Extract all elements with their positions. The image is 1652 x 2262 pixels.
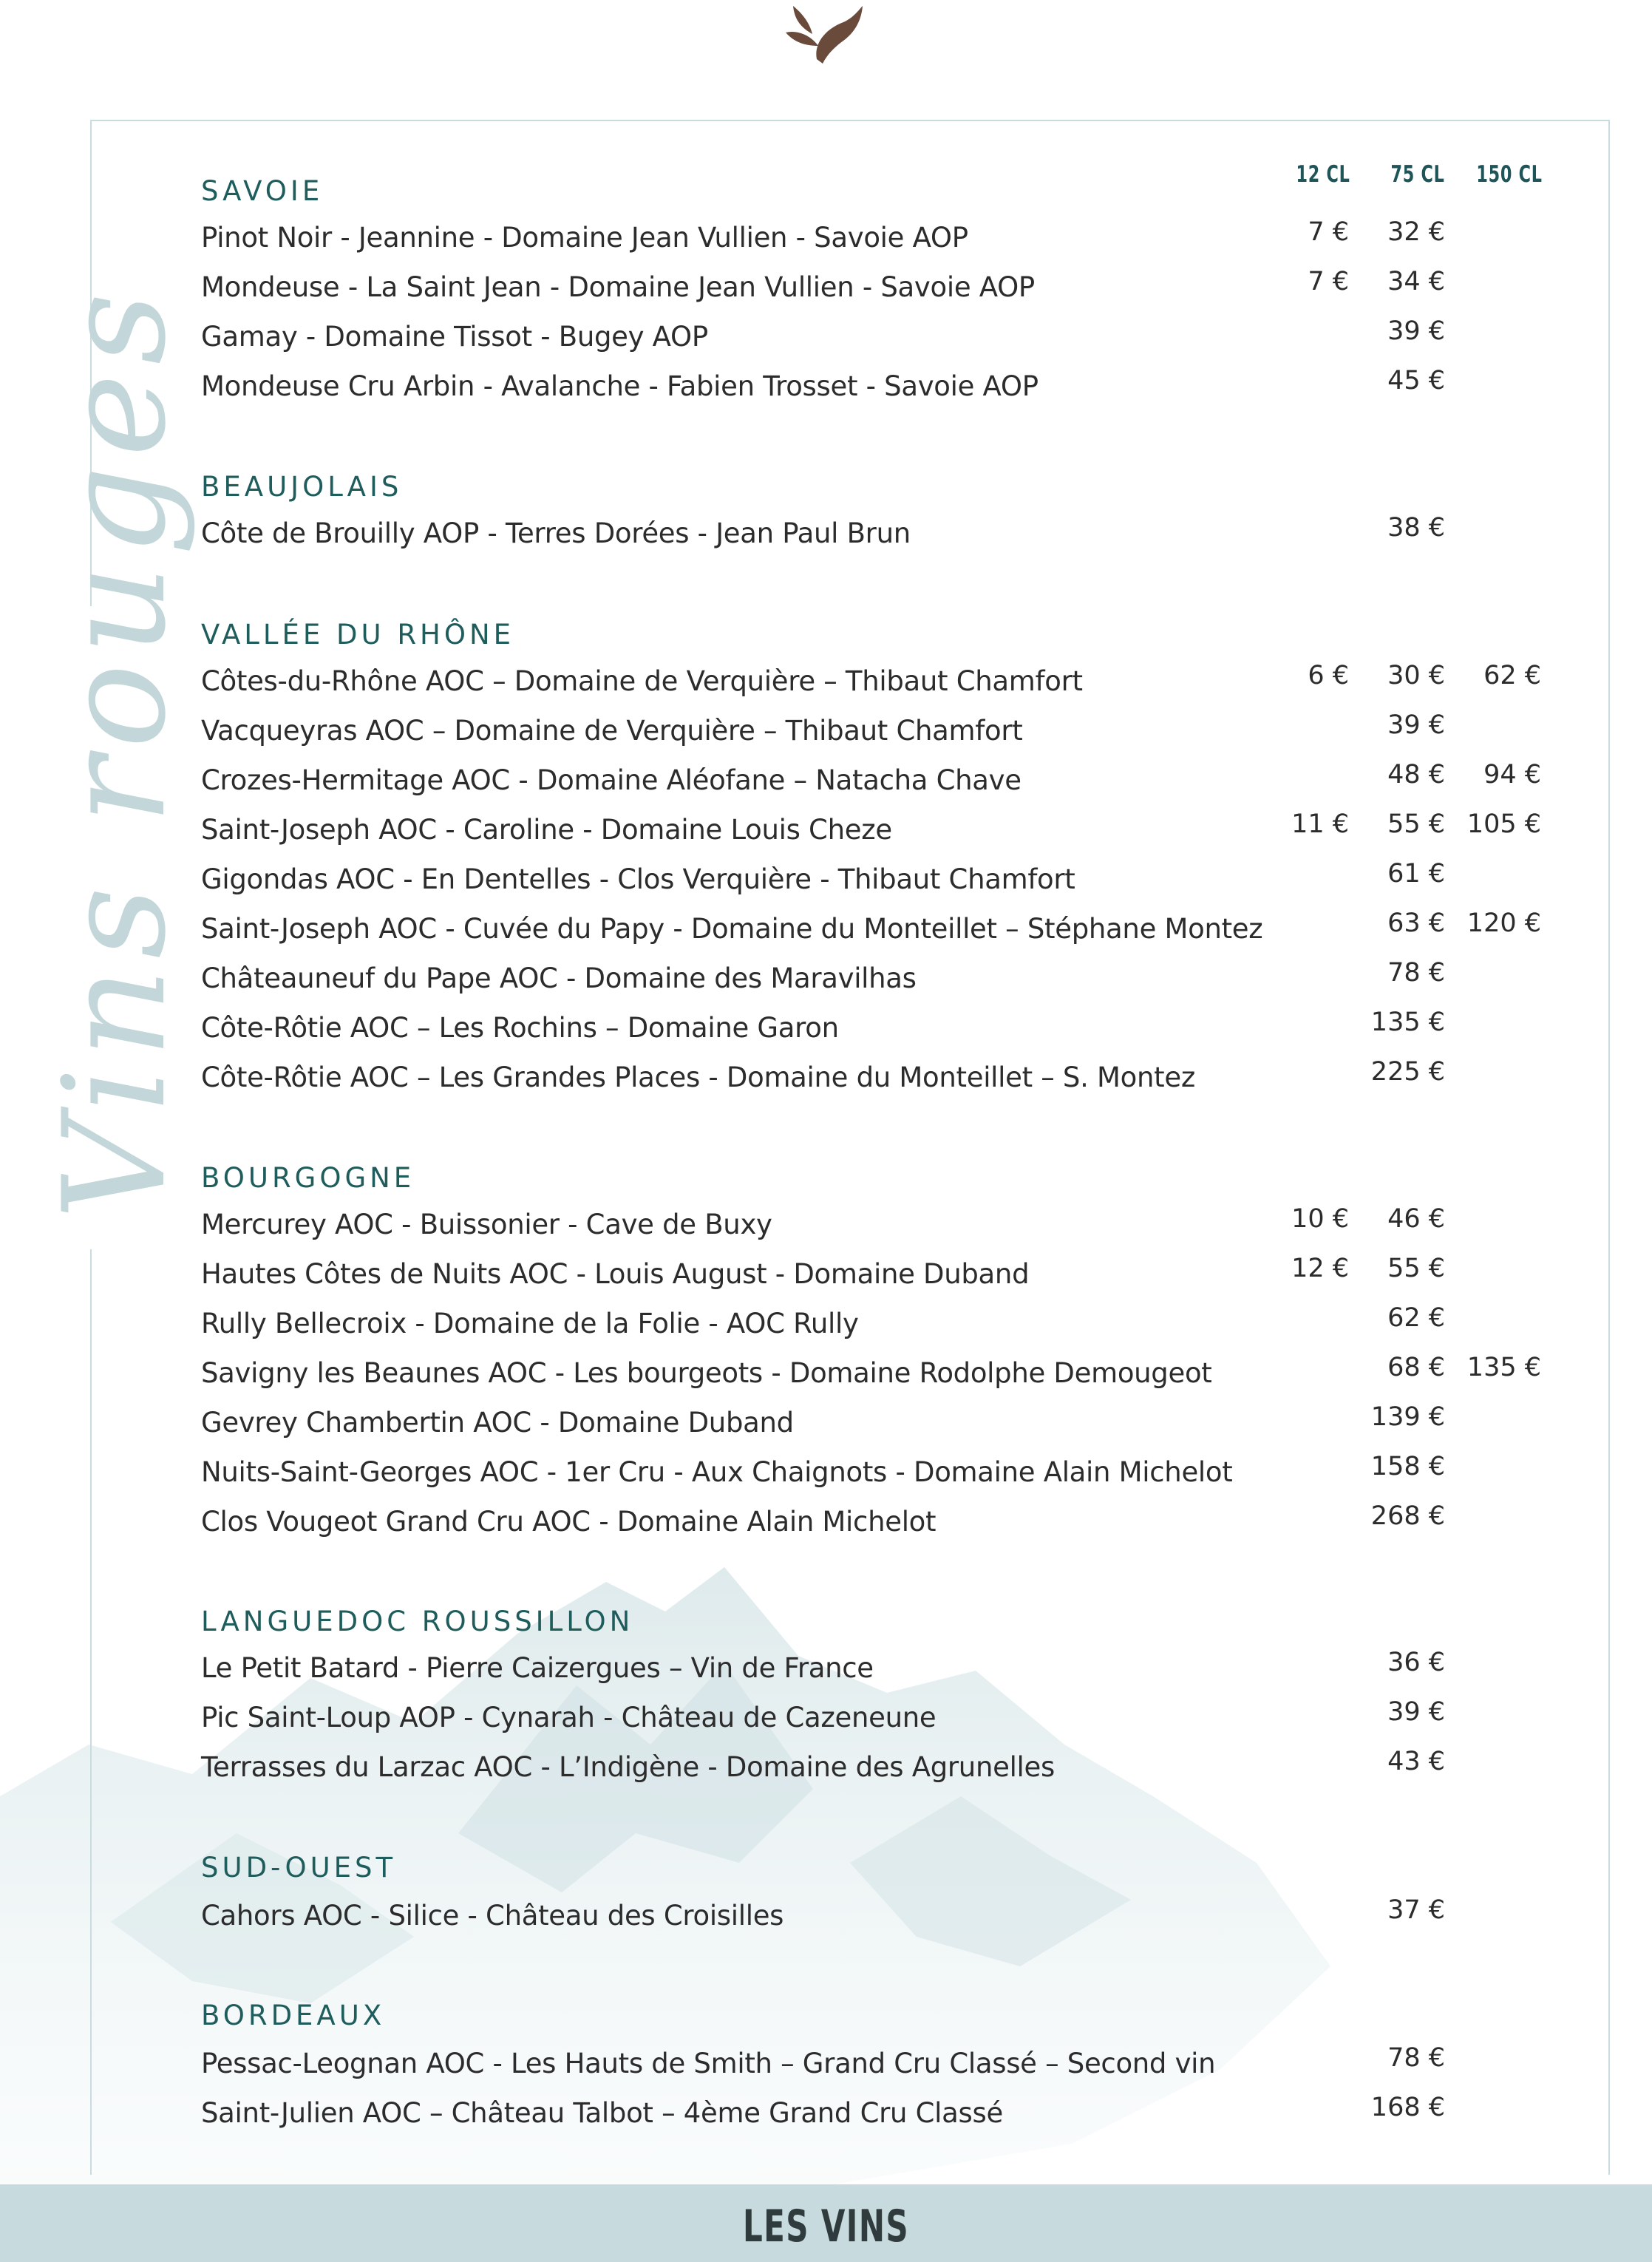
wine-name: Clos Vougeot Grand Cru AOC - Domaine Alain Michelot <box>201 1506 937 1538</box>
wine-row <box>201 1697 1561 1743</box>
wine-name: Mondeuse Cru Arbin - Avalanche - Fabien Trosset - Savoie AOP <box>201 370 1039 402</box>
section-title-sud-ouest: SUD-OUEST <box>201 1852 397 1884</box>
wine-name: Saint-Joseph AOC - Caroline - Domaine Louis Cheze <box>201 814 892 846</box>
price-12cl: 7 € <box>1308 267 1349 296</box>
wine-row <box>201 958 1561 1004</box>
wine-name: Mercurey AOC - Buissonier - Cave de Buxy <box>201 1209 772 1240</box>
wine-name: Crozes-Hermitage AOC - Domaine Aléofane – Natacha Chave <box>201 764 1022 796</box>
price-75cl: 37 € <box>1387 1895 1445 1925</box>
wine-name: Vacqueyras AOC – Domaine de Verquière – Thibaut Chamfort <box>201 715 1023 747</box>
wine-row <box>201 267 1561 313</box>
price-12cl: 7 € <box>1308 217 1349 247</box>
wine-name: Pic Saint-Loup AOP - Cynarah - Château de Cazeneune <box>201 1702 937 1733</box>
wine-name: Gevrey Chambertin AOC - Domaine Duband <box>201 1407 794 1439</box>
price-150cl: 120 € <box>1466 908 1541 938</box>
price-75cl: 39 € <box>1387 1697 1445 1727</box>
wine-name: Saint-Joseph AOC - Cuvée du Papy - Domaine du Monteillet – Stéphane Montez <box>201 913 1263 945</box>
wine-name: Côte-Rôtie AOC – Les Grandes Places - Domaine du Monteillet – S. Montez <box>201 1062 1195 1093</box>
price-75cl: 225 € <box>1370 1057 1445 1087</box>
price-75cl: 32 € <box>1387 217 1445 247</box>
price-75cl: 168 € <box>1370 2093 1445 2122</box>
price-12cl: 6 € <box>1308 661 1349 690</box>
wine-name: Châteauneuf du Pape AOC - Domaine des Maravilhas <box>201 962 917 994</box>
column-header-12cl: 12 CL <box>1296 161 1350 188</box>
price-75cl: 46 € <box>1387 1204 1445 1234</box>
price-75cl: 55 € <box>1387 809 1445 839</box>
wine-row <box>201 1204 1561 1250</box>
bird-logo-icon <box>780 0 869 68</box>
wine-row <box>201 1303 1561 1349</box>
wine-name: Savigny les Beaunes AOC - Les bourgeots - Domaine Rodolphe Demougeot <box>201 1357 1212 1389</box>
price-75cl: 45 € <box>1387 366 1445 395</box>
wine-row <box>201 513 1561 559</box>
wine-name: Gamay - Domaine Tissot - Bugey AOP <box>201 321 708 353</box>
section-title-beaujolais: BEAUJOLAIS <box>201 471 403 503</box>
wine-row <box>201 1402 1561 1448</box>
price-75cl: 38 € <box>1387 513 1445 543</box>
wine-name: Nuits-Saint-Georges AOC - 1er Cru - Aux Chaignots - Domaine Alain Michelot <box>201 1456 1233 1488</box>
price-75cl: 62 € <box>1387 1303 1445 1333</box>
price-75cl: 78 € <box>1387 958 1445 988</box>
section-title-bourgogne: BOURGOGNE <box>201 1162 415 1194</box>
wine-name: Côtes-du-Rhône AOC – Domaine de Verquière – Thibaut Chamfort <box>201 665 1083 697</box>
price-150cl: 105 € <box>1466 809 1541 839</box>
price-75cl: 55 € <box>1387 1254 1445 1283</box>
wine-name: Terrasses du Larzac AOC - L’Indigène - Domaine des Agrunelles <box>201 1751 1055 1783</box>
wine-row <box>201 1501 1561 1547</box>
wine-name: Pessac-Leognan AOC - Les Hauts de Smith – Grand Cru Classé – Second vin <box>201 2048 1216 2079</box>
price-75cl: 135 € <box>1370 1008 1445 1037</box>
wine-name: Cahors AOC - Silice - Château des Croisilles <box>201 1900 784 1932</box>
wine-row <box>201 1895 1561 1941</box>
wine-name: Pinot Noir - Jeannine - Domaine Jean Vullien - Savoie AOP <box>201 222 968 254</box>
wine-name: Saint-Julien AOC – Château Talbot – 4ème Grand Cru Classé <box>201 2097 1003 2129</box>
price-12cl: 10 € <box>1291 1204 1349 1234</box>
price-75cl: 43 € <box>1387 1747 1445 1776</box>
price-75cl: 48 € <box>1387 760 1445 789</box>
wine-row <box>201 859 1561 905</box>
section-title-languedoc-roussillon: LANGUEDOC ROUSSILLON <box>201 1606 634 1637</box>
footer-bar <box>0 2184 1652 2262</box>
price-75cl: 158 € <box>1370 1452 1445 1481</box>
price-75cl: 36 € <box>1387 1648 1445 1677</box>
price-12cl: 11 € <box>1291 809 1349 839</box>
price-75cl: 39 € <box>1387 316 1445 346</box>
price-75cl: 268 € <box>1370 1501 1445 1531</box>
wine-row <box>201 2093 1561 2139</box>
wine-row <box>201 760 1561 806</box>
wine-name: Mondeuse - La Saint Jean - Domaine Jean Vullien - Savoie AOP <box>201 271 1035 303</box>
price-75cl: 30 € <box>1387 661 1445 690</box>
wine-row <box>201 217 1561 263</box>
wine-row <box>201 908 1561 954</box>
wine-name: Côte-Rôtie AOC – Les Rochins – Domaine Garon <box>201 1012 839 1044</box>
column-header-150cl: 150 CL <box>1476 161 1543 188</box>
column-header-75cl: 75 CL <box>1390 161 1445 188</box>
wine-name: Le Petit Batard - Pierre Caizergues – Vin de France <box>201 1652 874 1684</box>
wine-name: Hautes Côtes de Nuits AOC - Louis August - Domaine Duband <box>201 1258 1030 1290</box>
price-150cl: 135 € <box>1466 1353 1541 1382</box>
wine-row <box>201 366 1561 412</box>
wine-row <box>201 1008 1561 1053</box>
price-75cl: 139 € <box>1370 1402 1445 1432</box>
wine-row <box>201 1747 1561 1793</box>
price-75cl: 68 € <box>1387 1353 1445 1382</box>
section-title-vall-e-du-rh-ne: VALLÉE DU RHÔNE <box>201 619 515 651</box>
wine-row <box>201 661 1561 707</box>
wine-row <box>201 316 1561 362</box>
price-12cl: 12 € <box>1291 1254 1349 1283</box>
wine-row <box>201 710 1561 756</box>
price-75cl: 39 € <box>1387 710 1445 740</box>
footer-label: LES VINS <box>742 2201 910 2252</box>
wine-name: Côte de Brouilly AOP - Terres Dorées - Jean Paul Brun <box>201 517 911 549</box>
wine-row <box>201 1057 1561 1103</box>
wine-row <box>201 1452 1561 1498</box>
section-title-bordeaux: BORDEAUX <box>201 2000 386 2031</box>
price-75cl: 78 € <box>1387 2043 1445 2073</box>
price-75cl: 34 € <box>1387 267 1445 296</box>
price-150cl: 62 € <box>1483 661 1541 690</box>
price-150cl: 94 € <box>1483 760 1541 789</box>
wine-row <box>201 2043 1561 2089</box>
price-75cl: 61 € <box>1387 859 1445 889</box>
wine-name: Gigondas AOC - En Dentelles - Clos Verquière - Thibaut Chamfort <box>201 863 1075 895</box>
wine-row <box>201 1648 1561 1694</box>
wine-row <box>201 1353 1561 1399</box>
section-title-savoie: SAVOIE <box>201 175 324 207</box>
page-title-script: Vins rouges <box>33 283 197 1220</box>
wine-row <box>201 809 1561 855</box>
wine-name: Rully Bellecroix - Domaine de la Folie - AOC Rully <box>201 1308 859 1339</box>
wine-row <box>201 1254 1561 1300</box>
price-75cl: 63 € <box>1387 908 1445 938</box>
